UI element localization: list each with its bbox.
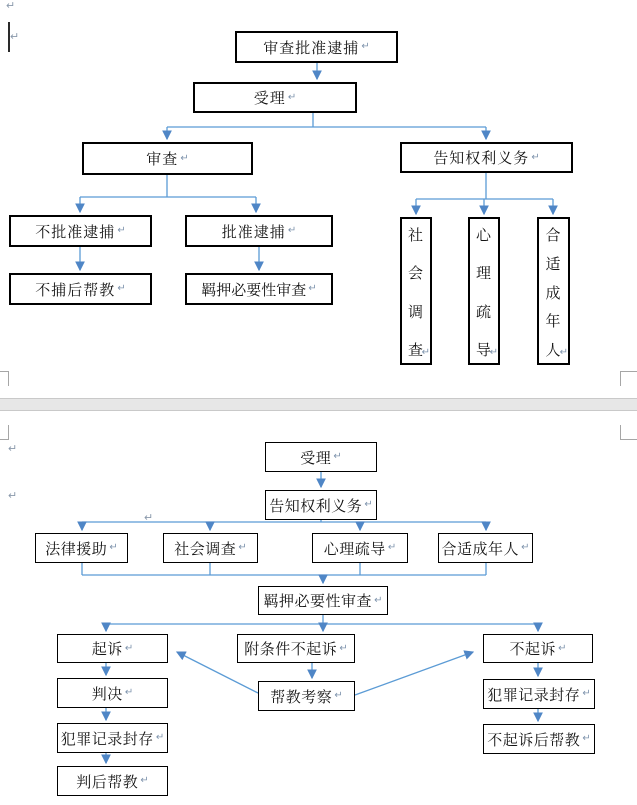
flow-node-record-seal-right[interactable] <box>483 679 595 709</box>
paragraph-mark: ↵ <box>287 225 297 236</box>
node-label: 犯罪记录封存 <box>60 730 154 748</box>
flow-node-inform-rights-2[interactable] <box>265 490 377 520</box>
flow-node-psychological-counseling-2[interactable] <box>312 533 408 563</box>
connector2-help-to-noprosecute-diagonal <box>355 652 473 695</box>
flow-node-judgment[interactable] <box>57 678 168 708</box>
page-break-gap <box>0 398 637 411</box>
paragraph-mark: ↵ <box>238 542 247 553</box>
paragraph-mark: ↵ <box>308 283 317 294</box>
paragraph-mark: ↵ <box>559 347 568 358</box>
node-label: 心理疏导 <box>323 540 386 558</box>
paragraph-mark: ↵ <box>387 542 397 553</box>
paragraph-mark: ↵ <box>558 642 567 654</box>
paragraph-mark: ↵ <box>155 732 165 743</box>
node-label: 不捕后帮教 <box>35 281 116 299</box>
node-label: 审查批准逮捕 <box>263 39 360 57</box>
node-label: 受理 <box>300 449 332 467</box>
paragraph-mark: ↵ <box>140 775 149 786</box>
node-label: 不批准逮捕 <box>35 223 116 241</box>
flow-node-accept-2[interactable] <box>265 442 377 472</box>
node-label: 不起诉 <box>509 641 557 658</box>
flow-node-record-seal-left[interactable] <box>57 723 168 753</box>
flow-node-post-judgment-help[interactable] <box>57 766 168 796</box>
node-label: 帮教考察 <box>270 688 333 706</box>
node-label: 附条件不起诉 <box>244 641 338 658</box>
paragraph-mark: ↵ <box>489 347 498 358</box>
paragraph-mark: ↵ <box>421 347 430 358</box>
paragraph-mark: ↵ <box>8 443 18 455</box>
node-label: 合 适 成 年 人 <box>545 227 562 359</box>
paragraph-mark: ↵ <box>117 225 126 236</box>
flow-node-approve-arrest[interactable] <box>185 215 333 247</box>
node-label: 审查 <box>146 151 179 168</box>
flow-node-detention-necessity-review-2[interactable] <box>258 586 388 615</box>
paragraph-mark: ↵ <box>361 41 370 52</box>
flow-node-accept[interactable] <box>193 82 357 113</box>
paragraph-mark: ↵ <box>124 642 134 654</box>
paragraph-mark: ↵ <box>531 151 540 163</box>
paragraph-mark: ↵ <box>339 642 348 654</box>
paragraph-mark: ↵ <box>117 283 126 294</box>
flow-node-appropriate-adult-2[interactable] <box>438 533 533 563</box>
paragraph-mark: ↵ <box>8 490 18 502</box>
node-label: 告知权利义务 <box>269 497 363 515</box>
paragraph-mark: ↵ <box>333 451 342 462</box>
margin-crop-mark <box>0 371 9 386</box>
margin-crop-mark <box>0 425 9 440</box>
paragraph-mark: ↵ <box>6 0 16 12</box>
flow-node-appropriate-adult[interactable] <box>537 217 570 365</box>
flow-node-social-investigation-2[interactable] <box>163 533 258 563</box>
node-label: 批准逮捕 <box>221 223 286 241</box>
node-label: 起诉 <box>91 641 123 658</box>
node-label: 告知权利义务 <box>433 150 530 167</box>
flow-node-non-prosecution[interactable] <box>483 634 593 663</box>
flow-node-help-education-inspection[interactable] <box>258 681 355 711</box>
node-label: 判决 <box>91 685 123 703</box>
node-label: 羁押必要性审查 <box>201 281 307 299</box>
paragraph-mark: ↵ <box>180 152 189 164</box>
node-label: 不起诉后帮教 <box>487 731 581 749</box>
flow-node-no-approve-arrest[interactable] <box>9 215 152 247</box>
flow-node-conditional-non-prosecution[interactable] <box>237 634 355 663</box>
node-label: 心 理 疏 导 <box>475 227 492 359</box>
paragraph-mark: ↵ <box>364 499 373 510</box>
paragraph-mark: ↵ <box>582 733 591 744</box>
paragraph-mark: ↵ <box>582 688 591 699</box>
node-label: 合适成年人 <box>441 540 520 558</box>
flow-node-review-approve-arrest[interactable] <box>235 31 398 63</box>
paragraph-mark: ↵ <box>287 91 297 103</box>
node-label: 犯罪记录封存 <box>487 686 581 704</box>
paragraph-mark: ↵ <box>374 594 383 606</box>
paragraph-mark: ↵ <box>10 31 20 43</box>
flow-node-prosecute[interactable] <box>57 634 168 663</box>
flow-node-help-after-no-arrest[interactable] <box>9 273 152 305</box>
node-label: 法律援助 <box>45 540 108 558</box>
node-label: 判后帮教 <box>76 773 139 791</box>
paragraph-mark: ↵ <box>521 542 530 553</box>
flow-node-social-investigation[interactable] <box>400 217 432 365</box>
paragraph-mark: ↵ <box>124 687 134 698</box>
margin-crop-mark <box>620 425 637 440</box>
node-label: 社会调查 <box>174 540 237 558</box>
paragraph-mark: ↵ <box>334 690 343 701</box>
node-label: 社 会 调 查 <box>407 227 424 359</box>
paragraph-mark: ↵ <box>144 512 154 524</box>
paragraph-mark: ↵ <box>109 542 118 553</box>
node-label: 羁押必要性审查 <box>263 593 373 610</box>
flow-node-review[interactable] <box>82 142 253 175</box>
flow-node-inform-rights[interactable] <box>400 142 573 173</box>
node-label: 受理 <box>253 90 286 107</box>
flow-node-psychological-counseling[interactable] <box>468 217 500 365</box>
flow-node-legal-aid[interactable] <box>35 533 128 563</box>
margin-crop-mark <box>620 371 637 386</box>
flow-node-post-nonprosecution-help[interactable] <box>483 724 595 754</box>
flow-node-detention-necessity-review[interactable] <box>185 273 333 305</box>
